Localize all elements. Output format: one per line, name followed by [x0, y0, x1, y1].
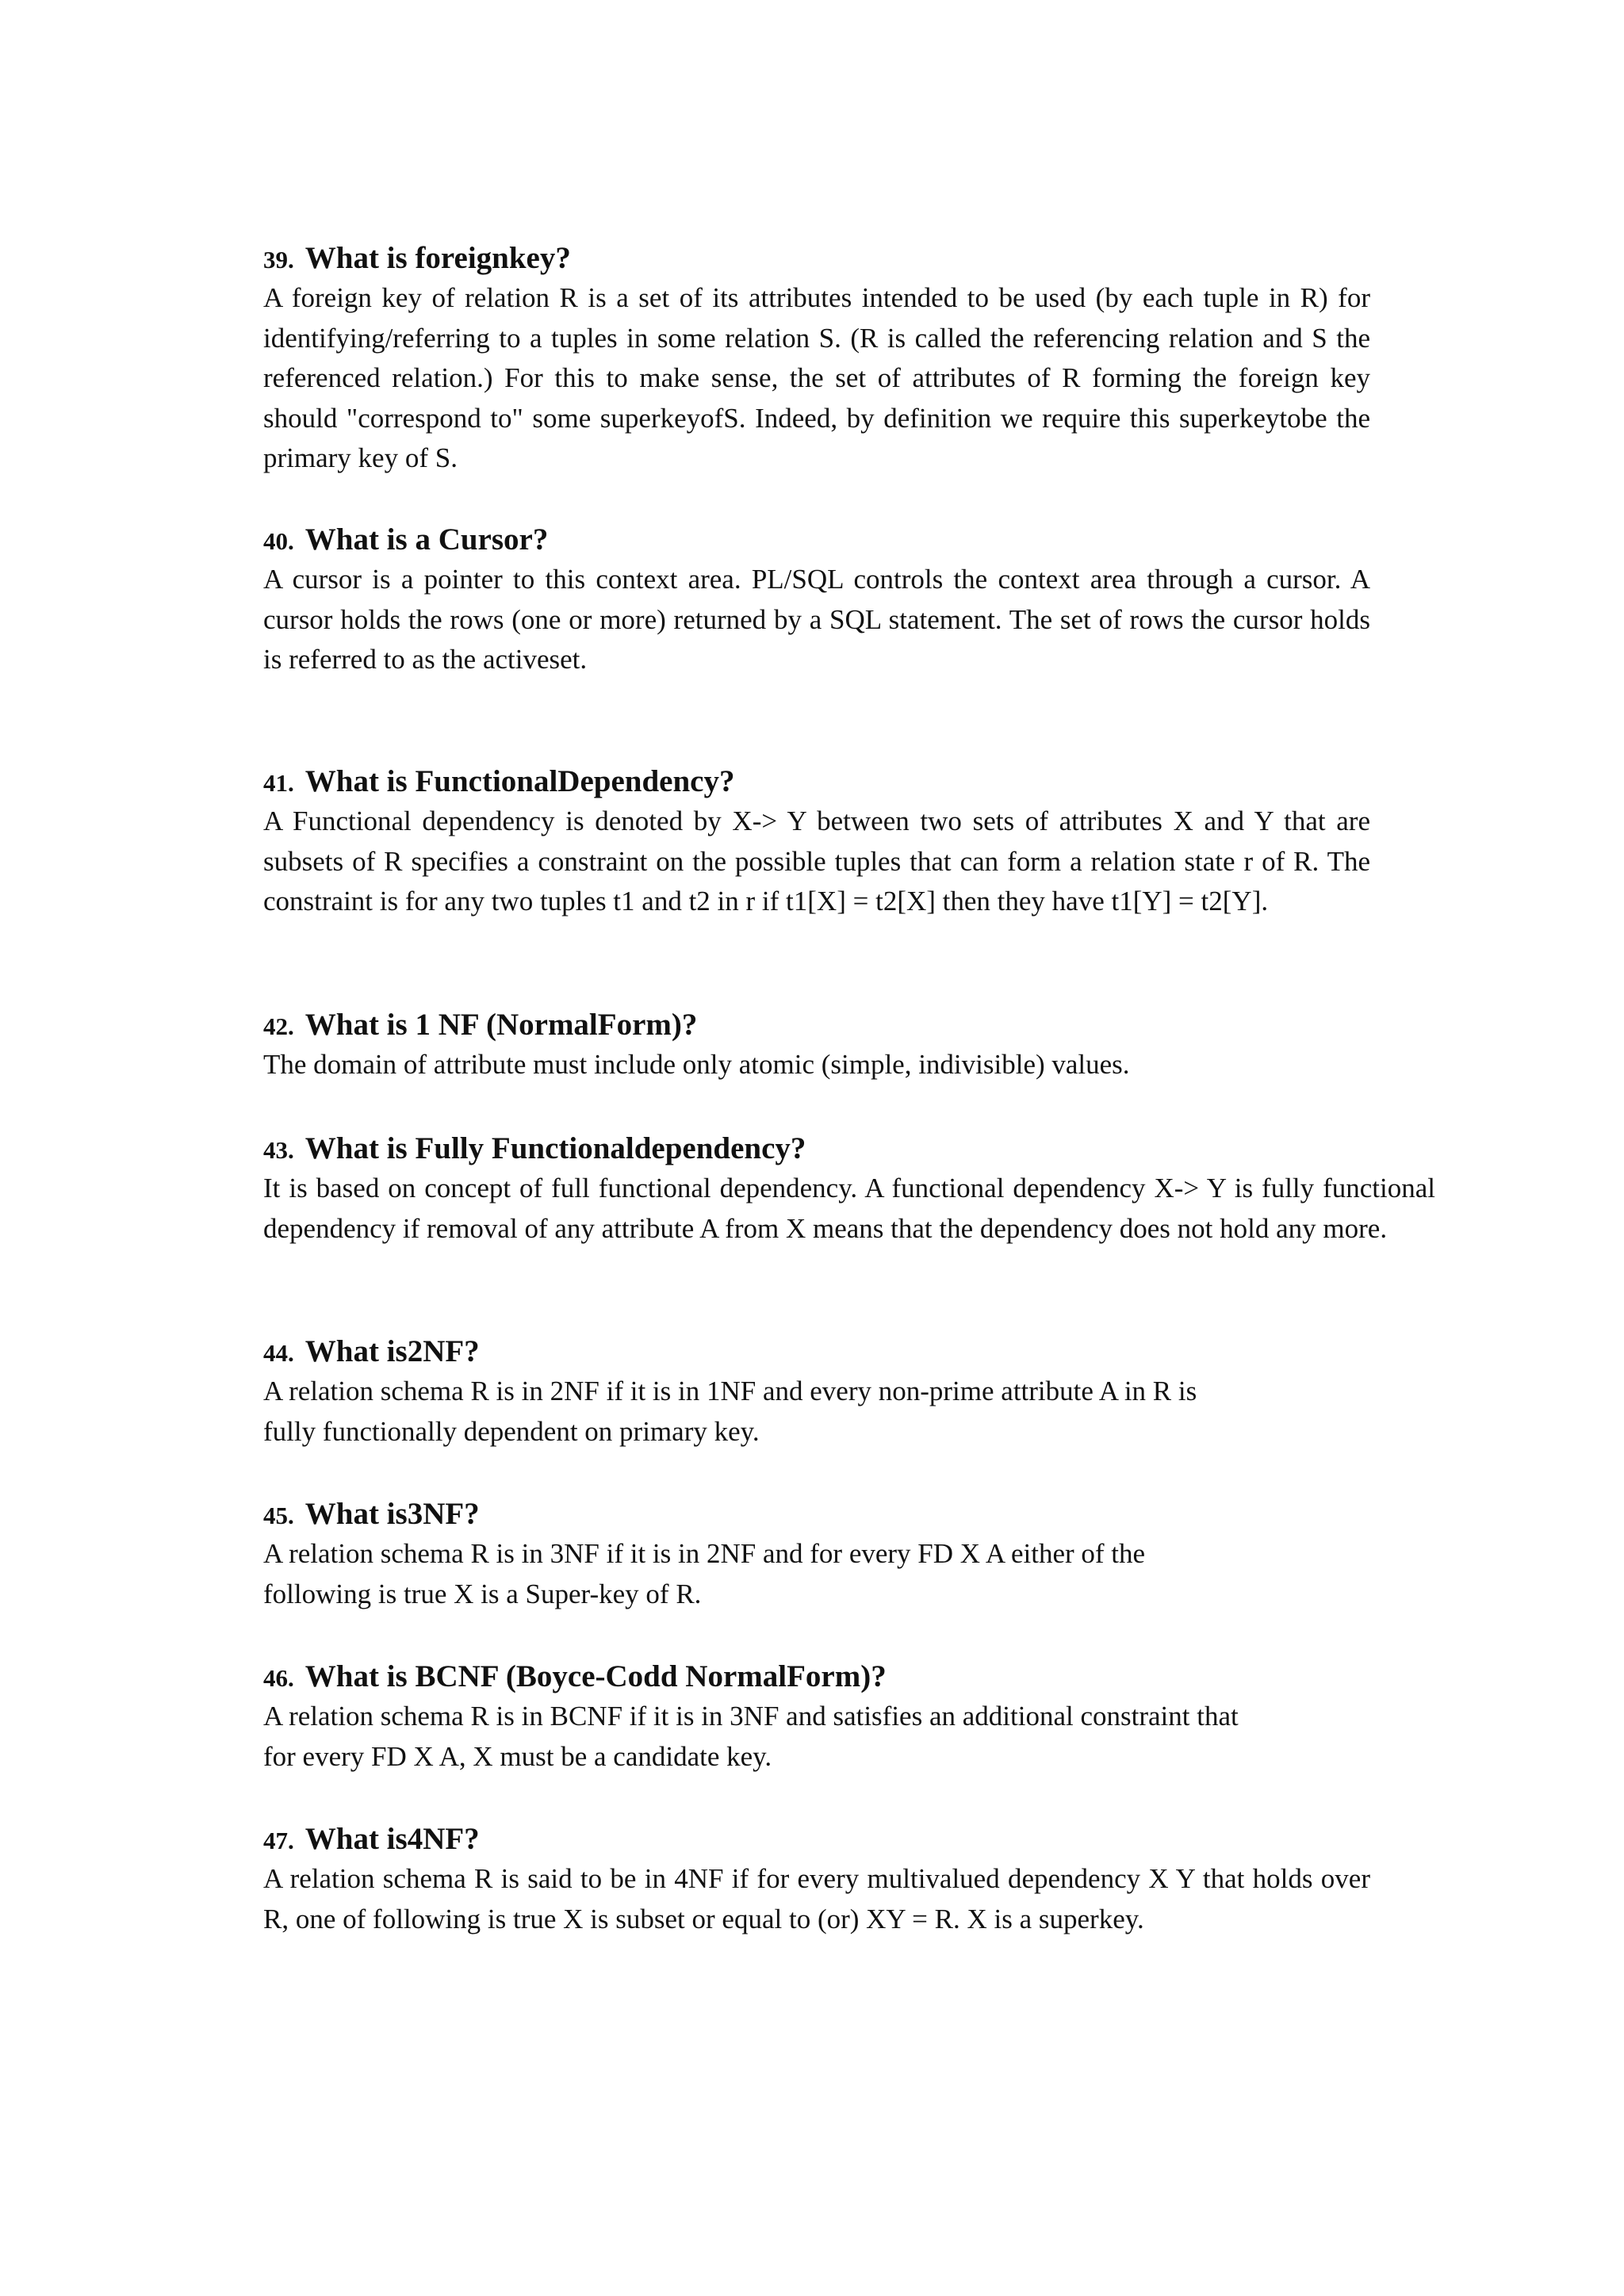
question-title: What is a Cursor? [304, 522, 549, 557]
question-number: 43. [263, 1136, 294, 1164]
question-title: What is foreignkey? [304, 241, 571, 275]
question-number: 42. [263, 1012, 294, 1040]
question-heading [263, 1129, 1437, 1169]
question-heading [263, 1332, 1437, 1372]
question-title: What is4NF? [304, 1822, 480, 1856]
answer-text [263, 1697, 1437, 1777]
question-block-39 [263, 239, 1437, 479]
question-heading [263, 762, 1437, 802]
question-heading [263, 1820, 1437, 1859]
question-title: What is BCNF (Boyce-Codd NormalForm)? [304, 1659, 887, 1693]
question-title: What is Fully Functionaldependency? [304, 1131, 806, 1165]
question-heading [263, 1005, 1437, 1045]
question-number: 40. [263, 527, 294, 555]
answer-line: for every FD X A, X must be a candidate key. [263, 1740, 772, 1772]
answer-line: following is true X is a Super-key of R. [263, 1578, 702, 1609]
question-number: 45. [263, 1502, 294, 1529]
answer-text: A Functional dependency is denoted by X-> Y between two sets of attributes X and Y that are subsets of R specifies a constraint on the possible tuples that can form a relation state r of R. The constraint is for any two tuples t1 and t2 in r if t1[X] = t2[X] then they have t1[Y] = t2[Y]. [263, 806, 1370, 916]
question-block-43 [263, 1129, 1437, 1249]
question-block-47 [263, 1820, 1437, 1939]
answer-text: The domain of attribute must include only atomic (simple, indivisible) values. [263, 1049, 1130, 1080]
answer-text: A relation schema R is said to be in 4NF if for every multivalued dependency X Y that holds over R, one of following is true X is subset or equal to (or) XY = R. X is a superkey. [263, 1863, 1370, 1934]
answer-line: A relation schema R is in BCNF if it is in 3NF and satisfies an additional constraint that [263, 1701, 1239, 1732]
answer-line: A relation schema R is in 3NF if it is in 2NF and for every FD X A either of the [263, 1538, 1146, 1569]
question-number: 41. [263, 769, 294, 797]
answer-text: A foreign key of relation R is a set of its attributes intended to be used (by each tuple in R) for identifying/referring to a tuples in some relation S. (R is called the referencing relation and S the referenced relation.) For this to make sense, the set of attributes of R forming the foreign key should "correspond to" some superkeyofS. Indeed, by definition we require this superkeytobe the primary key of S. [263, 282, 1370, 473]
question-number: 44. [263, 1339, 294, 1367]
question-heading [263, 1657, 1437, 1697]
question-block-46 [263, 1657, 1437, 1777]
question-block-45 [263, 1494, 1437, 1614]
answer-text: A cursor is a pointer to this context area. PL/SQL controls the context area through a cursor. A cursor holds the rows (one or more) returned by a SQL statement. The set of rows the cursor holds is referred to as the activeset. [263, 564, 1370, 675]
answer-text: It is based on concept of full functional dependency. A functional dependency X-> Y is fully functional dependency if removal of any attribute A from X means that the dependency does not hold any more. [263, 1173, 1435, 1244]
answer-line: A relation schema R is in 2NF if it is in 1NF and every non-prime attribute A in R is [263, 1376, 1197, 1406]
question-block-44 [263, 1332, 1437, 1452]
answer-line: fully functionally dependent on primary key. [263, 1415, 760, 1447]
question-block-42 [263, 1005, 1437, 1085]
question-title: What is 1 NF (NormalForm)? [304, 1008, 698, 1042]
question-title: What is2NF? [304, 1334, 480, 1368]
question-heading [263, 239, 1437, 278]
answer-text [263, 1534, 1437, 1614]
question-title: What is FunctionalDependency? [304, 764, 735, 798]
question-number: 39. [263, 246, 294, 274]
question-number: 46. [263, 1664, 294, 1692]
answer-text [263, 1372, 1437, 1452]
question-heading [263, 1494, 1437, 1534]
question-number: 47. [263, 1827, 294, 1854]
question-block-40 [263, 520, 1437, 680]
question-block-41 [263, 762, 1437, 922]
question-heading [263, 520, 1437, 560]
question-title: What is3NF? [304, 1497, 480, 1531]
